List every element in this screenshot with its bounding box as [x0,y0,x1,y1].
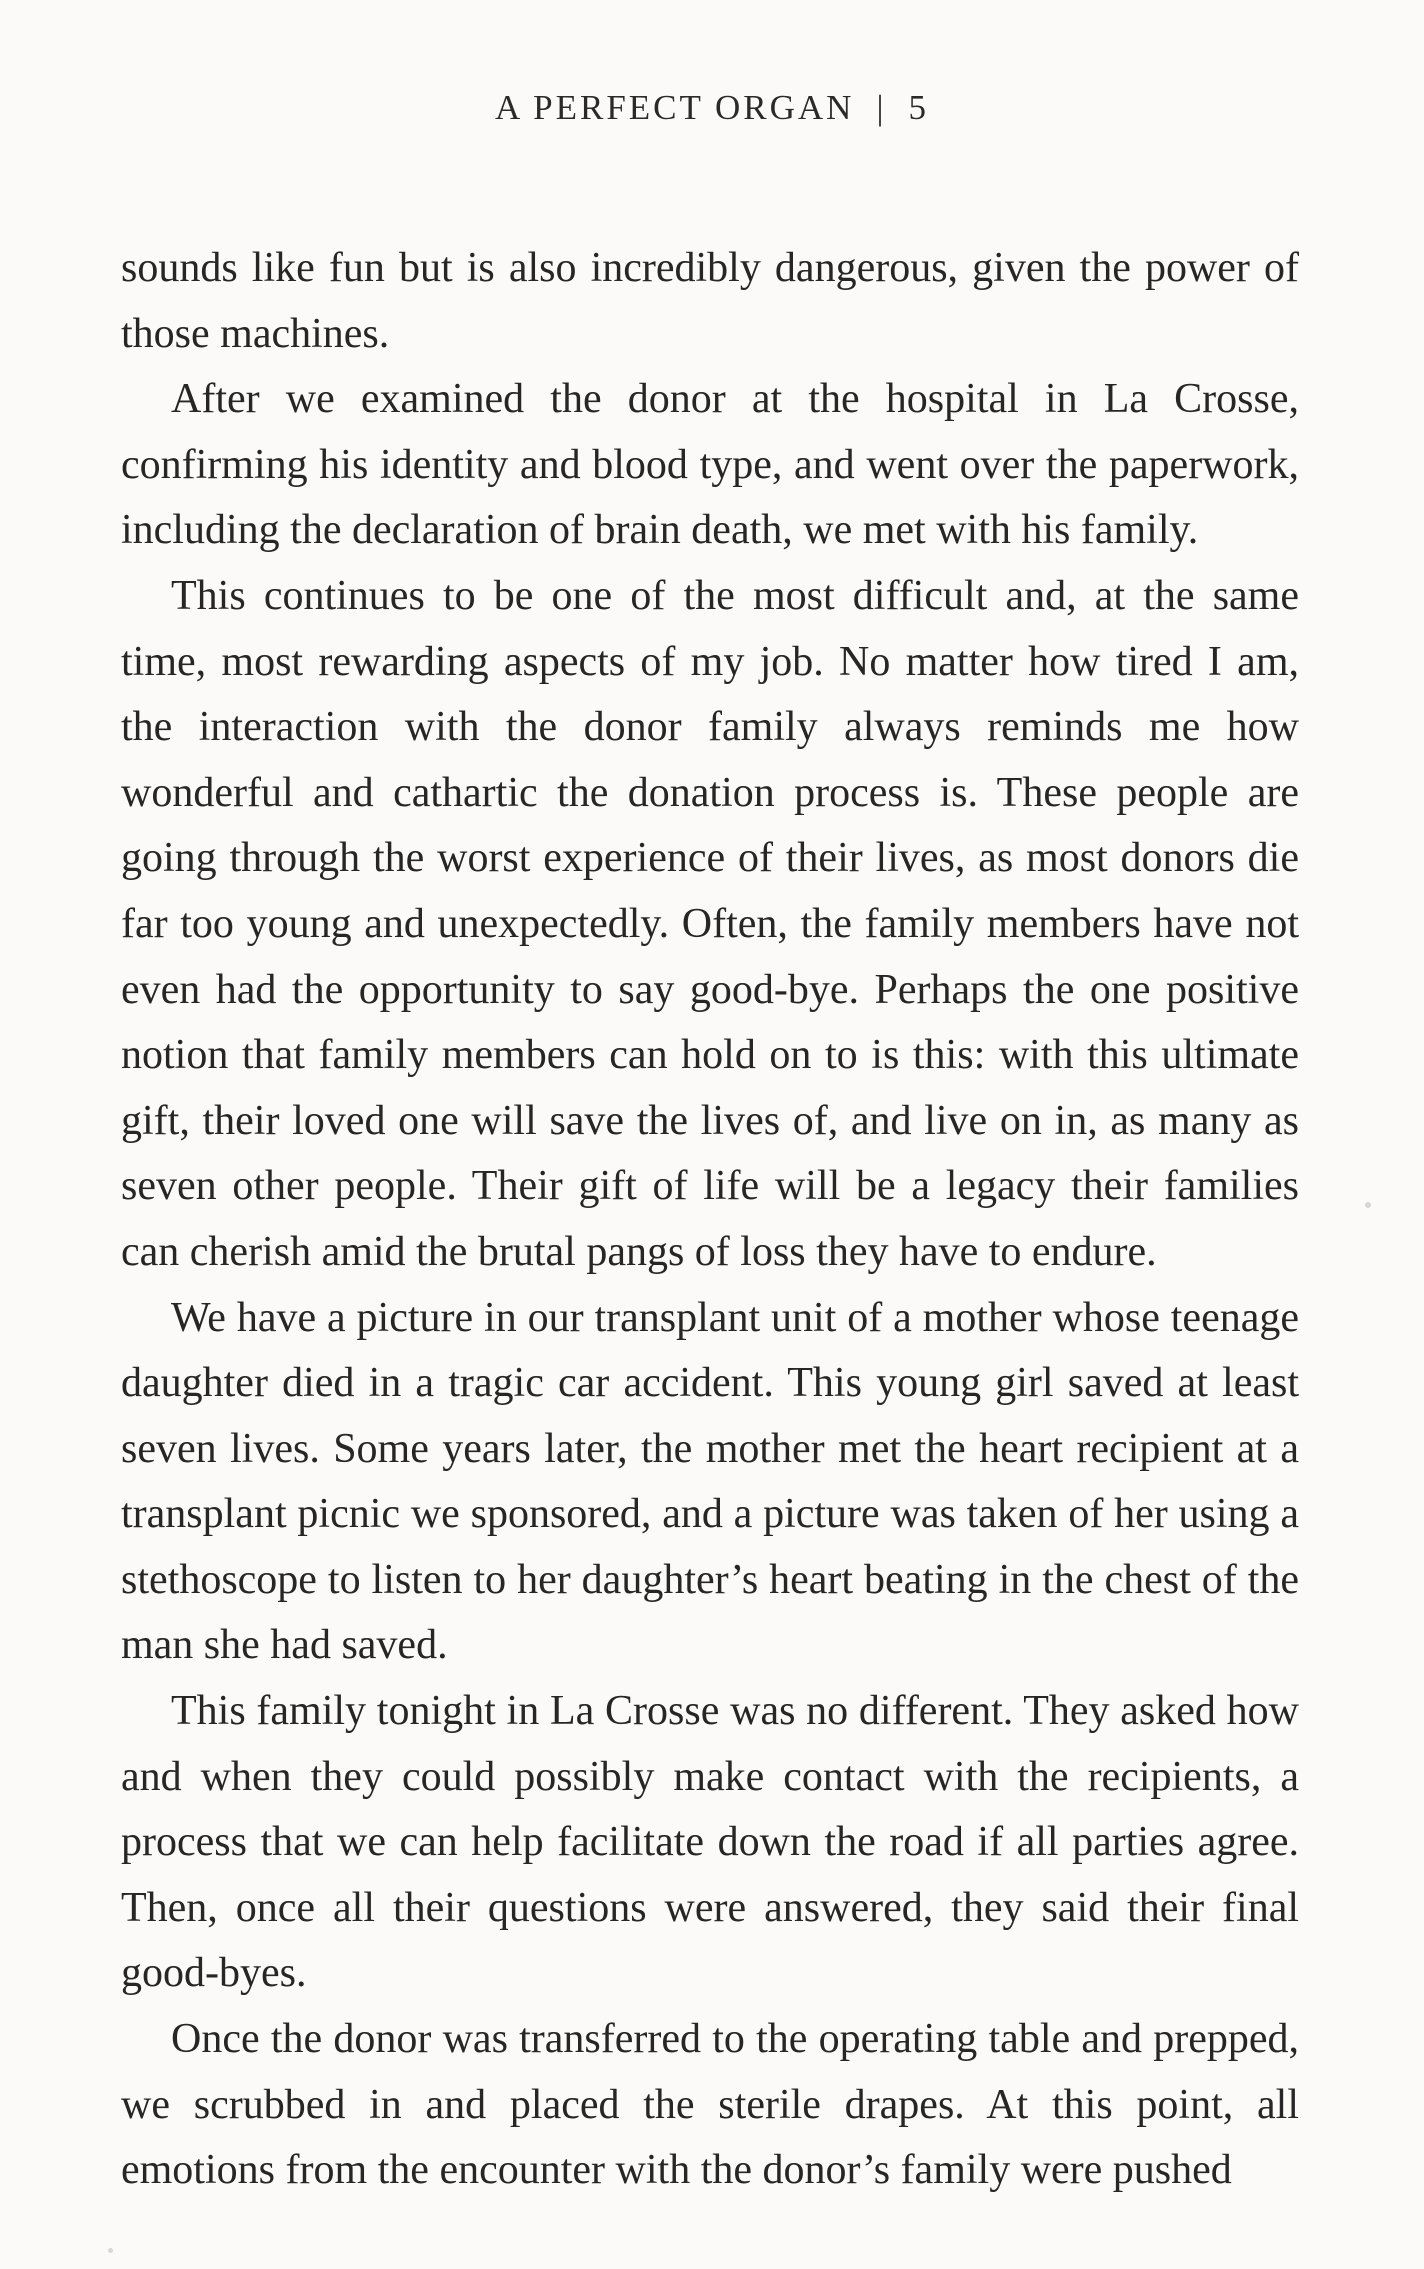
running-head-title: A PERFECT ORGAN [495,88,855,127]
paragraph: This continues to be one of the most difficult and, at the same time, most rewarding aspects of my job. No matter how tired I am, the interaction with the donor family always reminds me how wonderful and cathartic the donation process is. These people are going through the worst experience of their lives, as most donors die far too young and unexpectedly. Often, the family members have not even had the opportunity to say good-bye. Perhaps the one positive notion that family members can hold on to is this: with this ultimate gift, their loved one will save the lives of, and live on in, as many as seven other people. Their gift of life will be a legacy their families can cherish amid the brutal pangs of loss they have to endure. [121,572,1299,1275]
running-head [0,88,1424,128]
running-head-separator: | [876,88,887,127]
scan-speck [108,2248,113,2253]
scan-speck [1365,1202,1371,1208]
paragraph-continued: sounds like fun but is also incredibly dangerous, given the power of those machines. [121,245,1299,357]
paragraph: Once the donor was transferred to the operating table and prepped, we scrubbed in and placed the sterile drapes. At this point, all emotions from the encounter with the donor’s family were pushed [121,2016,1299,2194]
paragraph: After we examined the donor at the hospital in La Crosse, confirming his identity and blood type, and went over the paperwork, including the declaration of brain death, we met with his family. [121,376,1299,554]
paragraph: This family tonight in La Crosse was no different. They asked how and when they could possibly make contact with the recipients, a process that we can help facilitate down the road if all parties agree. Then, once all their questions were answered, they said their final good-byes. [121,1688,1299,1997]
paragraph: We have a picture in our transplant unit of a mother whose teenage daughter died in a tragic car accident. This young girl saved at least seven lives. Some years later, the mother met the heart recipient at a transplant picnic we sponsored, and a picture was taken of her using a stethoscope to listen to her daughter’s heart beating in the chest of the man she had saved. [121,1294,1299,1669]
page-number: 5 [908,88,929,127]
body-text [121,236,1299,2204]
